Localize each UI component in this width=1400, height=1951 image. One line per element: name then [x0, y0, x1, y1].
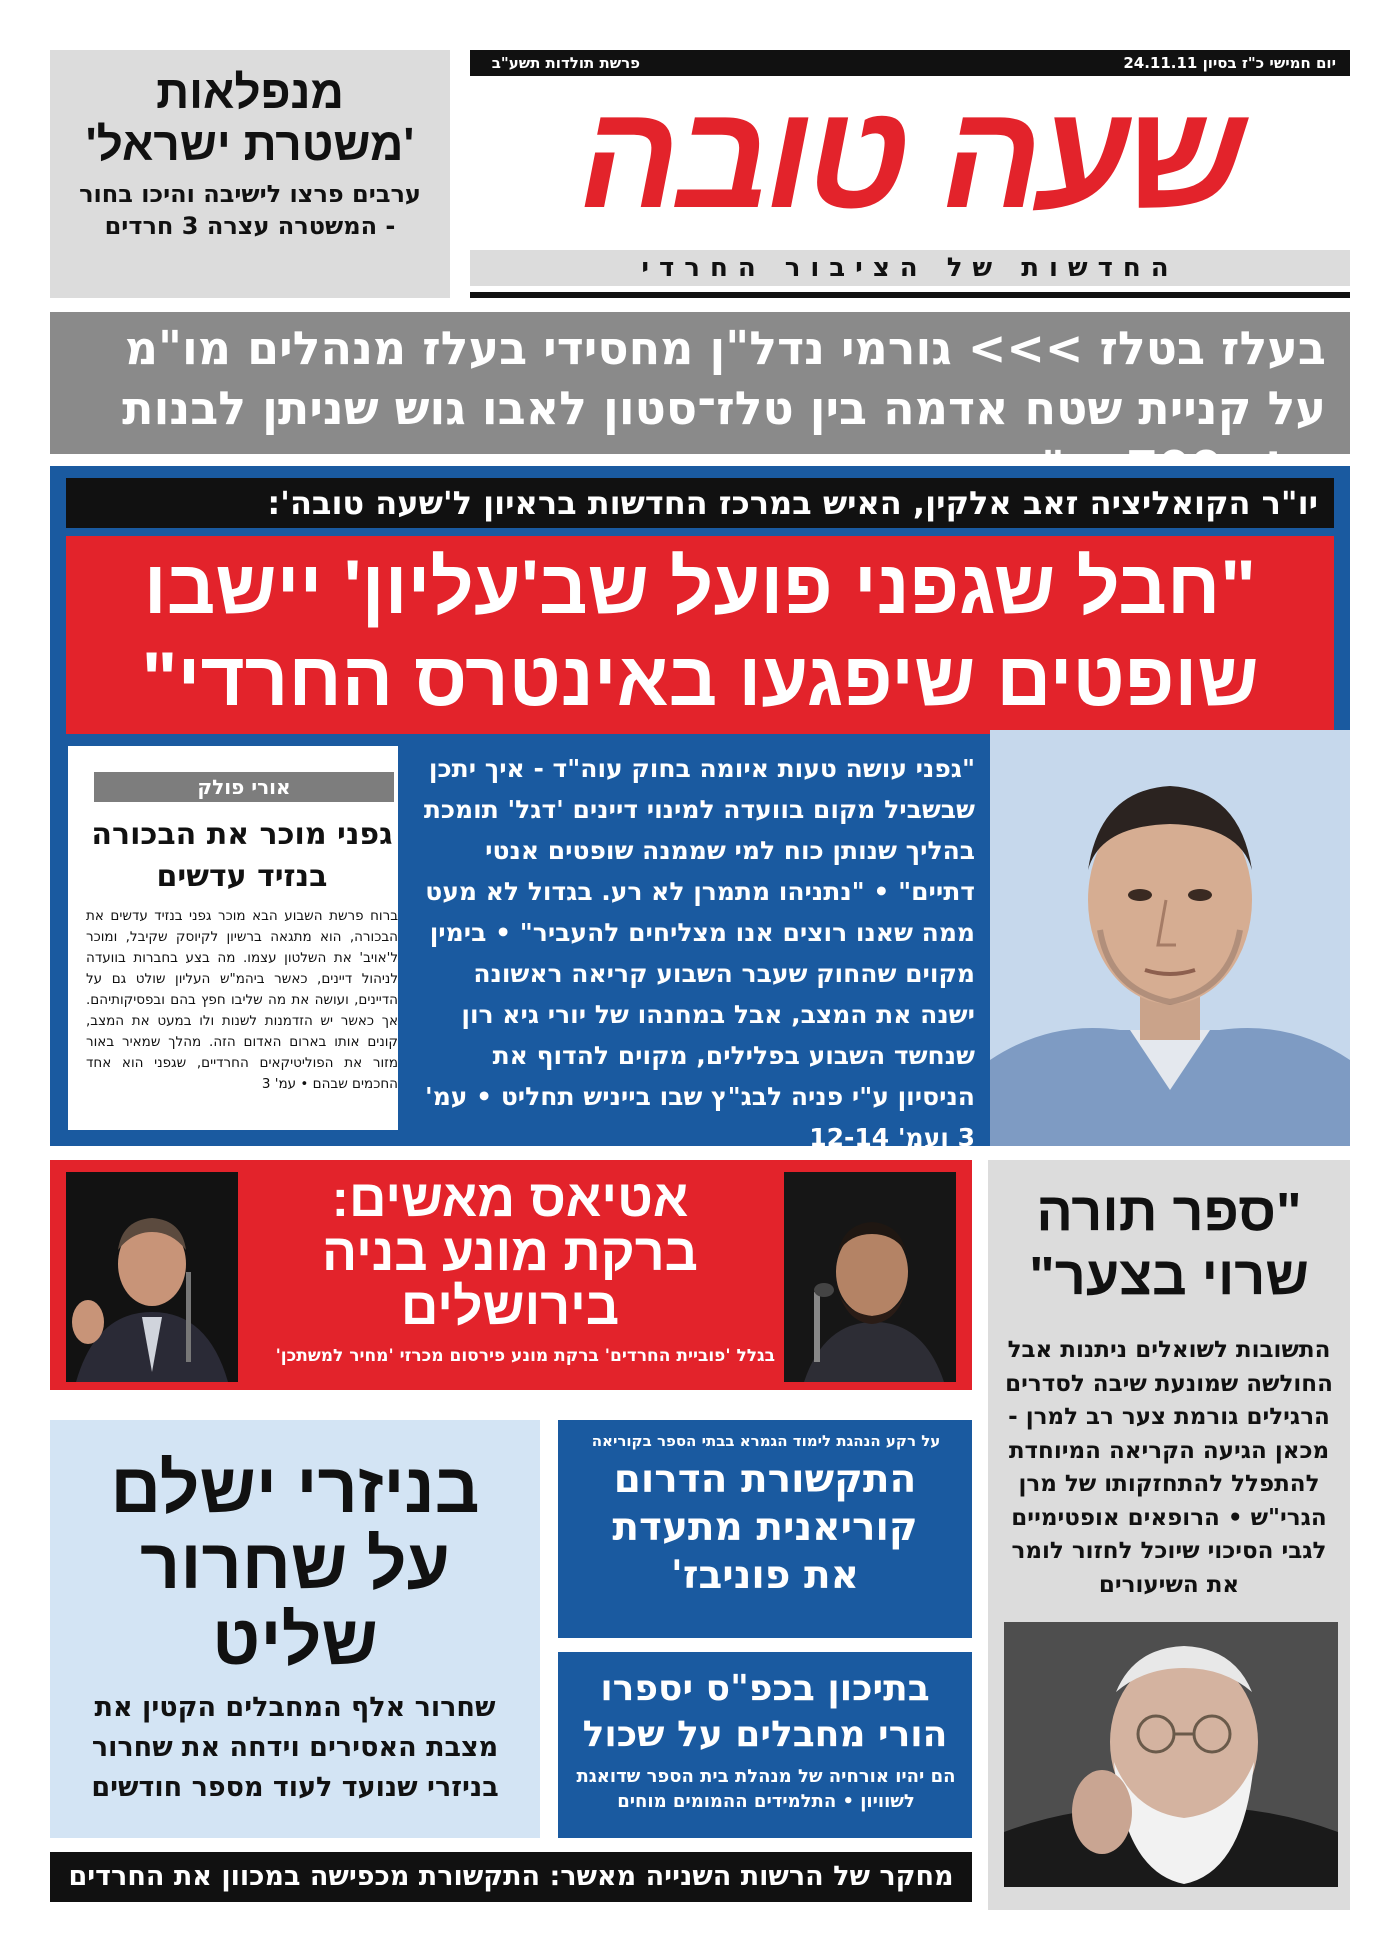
korea-headline-line-2: קוריאנית מתעדת — [612, 1505, 918, 1550]
main-headline-line-1: "חבל שגפני פועל שב'עליון' יישבו — [143, 545, 1257, 630]
atias-headline-line-2: ברקת מונע בניה — [322, 1224, 698, 1282]
promo-headline-2: 'משטרת ישראל' — [85, 118, 415, 170]
atias-headline — [250, 1172, 770, 1334]
newspaper-subtitle: החדשות של הציבור החרדי — [470, 250, 1350, 286]
column-body: ברוח פרשת השבוע הבא מוכר גפני בנזיד עדשים את הבכורה, הוא מתגאה ברשיון לקיוסק שקיבל, ומוכר ל'אויב' את השלטון עצמו. מה בצע בחברות בוועדה לניהול דיינים, כאשר ביהמ"ש העליון שולט גם על הדיינים, ועושה את מה שליבו חפץ בהם ובפסיקותיהם. אך כאשר יש הזדמנות לשנות ולו במעט את המצב, קונים אותו בארום האדום הזה. מהלך שמאיר באור מזור את הפוליטיקאים החרדיים, שגפני הוא אחד החכמים שבהם • עמ' 3 — [86, 908, 398, 1092]
atias-headline-line-1: אטיאס מאשים: — [331, 1170, 689, 1228]
promo-headline-1: מנפלאות — [156, 66, 344, 118]
elkin-portrait-photo — [990, 730, 1350, 1146]
freed-headline-line-3: שליט — [212, 1601, 378, 1679]
parasha-line: פרשת תולדות תשע"ב — [491, 54, 640, 72]
school-headline-line-1: בתיכון בכפ"ס יספרו — [600, 1668, 930, 1709]
promo-body: ערבים פרצו לישיבה והיכו בחור - המשטרה עצרה 3 חרדים — [79, 180, 421, 240]
korea-headline — [558, 1456, 972, 1600]
freed-body: שחרור אלף המחבלים הקטין את מצבת האסירים וידחה את שחרור בניזרי שנועד לעוד מספר חודשים — [91, 1692, 499, 1803]
main-story-kicker: יו"ר הקואליציה זאב אלקין, האיש במרכז החדשות בראיון ל'שעה טובה': — [66, 478, 1334, 528]
barkat-speaker-photo — [66, 1172, 238, 1382]
masthead-rule — [470, 292, 1350, 298]
freed-headline-line-1: בניזרי ישלם — [110, 1449, 480, 1527]
rabbi-portrait-photo — [1004, 1622, 1338, 1887]
atias-headline-line-3: בירושלים — [400, 1278, 620, 1336]
main-story-body: "גפני עושה טעות איומה בחוק עוה"ד - איך יתכן שבשביל מקום בוועדה למינוי דיינים 'דגל' תומכת בהליך שנותן כוח למי שממנה שופטים אנטי דתיים" • "נתניהו מתמרן לא רע. בגדול לא מעט ממה שאנו רוצים אנו מצליחים להעביר" • בימין מקוים שהחוק שעבר השבוע קריאה ראשונה ישנה את המצב, אבל במחנהו של יורי גיא רון שנחשד השבוע בפלילים, מקוים להדוף את הניסיון ע"י פניה לבג"ץ שבו בייניש תחליט • עמ' 3 ועמ' 12-14 — [423, 754, 975, 1152]
torah-body: התשובות לשואלים ניתנות אבל החולשה שמונעת שיבה לסדרים הרגילים גורמת צער רב למרן - מכאן הגיעה הקריאה המיוחדת להתפלל להתחזקותו של מרן הגרי"ש • הרופאים אופטימיים לגבי הסיכוי שיוכל לחזור לומר את השיעורים — [1005, 1337, 1333, 1598]
atias-speaker-photo — [784, 1172, 956, 1382]
korea-headline-line-3: את פוניבז' — [670, 1553, 860, 1598]
torah-headline — [988, 1180, 1350, 1308]
column-title — [86, 814, 398, 898]
korea-kicker: על רקע הנהגת לימוד הגמרא בבתי הספר בקוריאה — [591, 1432, 941, 1450]
date-line: יום חמישי כ"ז בסיון 24.11.11 — [1123, 54, 1336, 72]
column-author: אורי פולק — [94, 772, 394, 802]
torah-headline-line-2: שרוי בצער" — [1029, 1246, 1309, 1306]
gray-banner-headline[interactable]: בעלז בטלז >>> גורמי נדל"ן מחסידי בעלז מנהלים מו"מ על קניית שטח אדמה בין טלז־סטון לאבו גוש שניתן לבנות — [50, 312, 1350, 454]
school-headline-line-2: הורי מחבלים על שכול — [582, 1714, 948, 1755]
column-title-line-1: גפני מוכר את הבכורה — [91, 817, 393, 852]
school-body: הם יהיו אורחיה של מנהלת בית הספר שדואגת לשוויון • התלמידים ההמומים מוחים — [576, 1766, 956, 1812]
korea-headline-line-1: התקשורת הדרום — [613, 1457, 917, 1502]
school-headline — [558, 1666, 972, 1758]
atias-caption: בגלל 'פוביית החרדים' ברקת מונע פירסום מכרזי 'מחיר למשתכן' — [275, 1346, 775, 1366]
column-title-line-2: בנזיד עדשים — [156, 859, 328, 894]
torah-headline-line-1: "ספר תורה — [1036, 1182, 1302, 1242]
main-headline-line-2: שופטים שיפגעו באינטרס החרדי" — [141, 637, 1259, 722]
bottom-headline-bar[interactable]: מחקר של הרשות השנייה מאשר: התקשורת מכפישה במכוון את החרדים — [50, 1852, 972, 1902]
main-story-headline[interactable] — [66, 536, 1334, 734]
freed-headline — [50, 1450, 540, 1678]
newspaper-title: שעה טובה — [579, 74, 1241, 239]
promo-box[interactable] — [50, 50, 450, 298]
freed-headline-line-2: על שחרור — [140, 1525, 450, 1603]
